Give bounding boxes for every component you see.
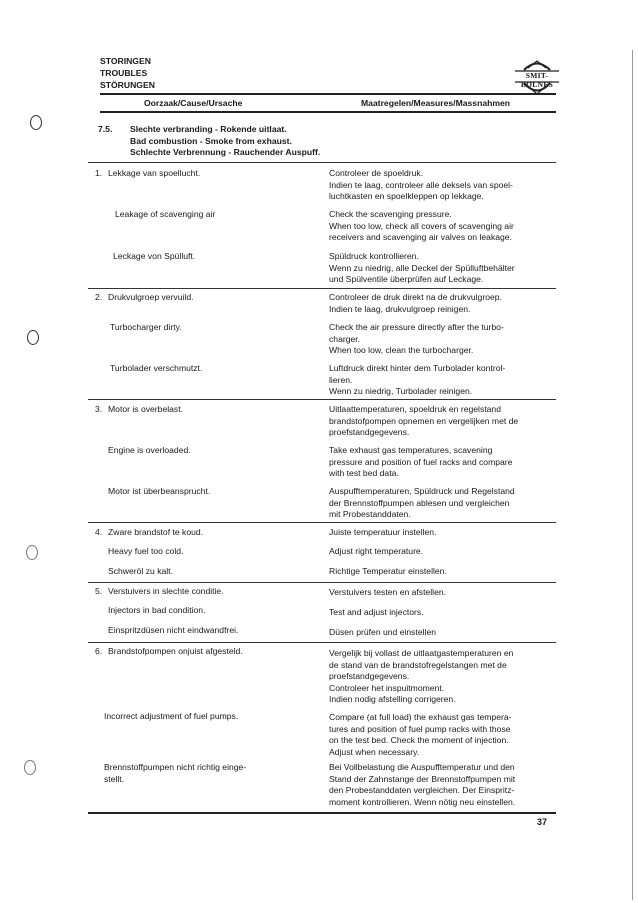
measure-text: Richtige Temperatur einstellen.	[329, 566, 447, 576]
item-separator	[88, 642, 556, 643]
measure-text: Spüldruck kontrollieren. Wenn zu niedrig, alle Deckel der Spülluftbehälter und Spülventile überprüfen auf Leckage.	[329, 251, 515, 285]
header-title-de: STÖRUNGEN	[100, 80, 155, 90]
section-separator	[88, 162, 556, 163]
header-titles	[100, 55, 155, 91]
cause-text: Turbocharger dirty.	[110, 322, 182, 332]
cause-text: Incorrect adjustment of fuel pumps.	[104, 711, 239, 721]
header-title-nl: STORINGEN	[100, 56, 151, 66]
measure-text: Test and adjust injectors.	[329, 607, 424, 617]
cause-text: Leckage von Spülluft.	[113, 251, 196, 261]
cause-text: Lekkage van spoellucht.	[108, 168, 201, 178]
item-number: 3.	[95, 404, 103, 414]
measure-text: Düsen prüfen und einstellen	[329, 627, 437, 637]
section-title-lines	[130, 124, 430, 159]
measure-text: Adjust right temperature.	[329, 546, 424, 556]
cause-text: Injectors in bad condition.	[108, 605, 206, 615]
cause-text: Engine is overloaded.	[108, 445, 191, 455]
measure-text: Controleer de spoeldruk. Indien te laag, controleer alle deksels van spoel- luchtkasten en spoelkleppen op lekkage.	[329, 168, 513, 202]
measure-text: Take exhaust gas temperatures, scavening pressure and position of fuel racks and compare with test bed data.	[329, 445, 513, 479]
item-number: 2.	[95, 292, 103, 302]
cause-text: Leakage of scavenging air	[115, 209, 216, 219]
item-number: 6.	[95, 646, 103, 656]
cause-text: Motor ist überbeansprucht.	[108, 486, 211, 496]
cause-text: Einspritzdüsen nicht eindwandfrei.	[108, 625, 239, 635]
binder-hole-icon	[24, 760, 36, 775]
item-separator	[88, 522, 556, 523]
measure-text: Uitlaattemperaturen, spoeldruk en regelstand brandstofpompen opnemen en vergelijken met de proefstandgegevens.	[329, 404, 519, 438]
column-header-measures: Maatregelen/Measures/Massnahmen	[361, 98, 511, 108]
footer-rule	[88, 812, 556, 814]
measure-text: Auspufftemperaturen, Spüldruck und Regelstand der Brennstoffpumpen ablesen und vergleichen mit Probestanddaten.	[329, 486, 515, 520]
measure-text: Juiste temperatuur instellen.	[329, 527, 437, 537]
cause-text: Heavy fuel too cold.	[108, 546, 184, 556]
cause-text: Zware brandstof te koud.	[108, 527, 204, 537]
measure-text: Verstuivers testen en afstellen.	[329, 587, 447, 597]
header-rule-bottom	[100, 111, 556, 113]
measure-text: Check the air pressure directly after the turbo- charger. When too low, clean the turbocharger.	[329, 322, 504, 356]
item-separator	[88, 288, 556, 289]
section-title-nl: Slechte verbranding - Rokende uitlaat.	[130, 124, 287, 134]
header-title-en: TROUBLES	[100, 68, 148, 78]
section-number: 7.5.	[98, 124, 113, 134]
measure-text: Compare (at full load) the exhaust gas tempera- tures and position of fuel pump racks with those on the test bed. Check the moment of injection. Adjust when necessary.	[329, 712, 512, 757]
cause-text: Turbolader verschmutzt.	[110, 363, 203, 373]
measure-text: Vergelijk bij vollast de uitlaatgastemperaturen en de stand van de brandstofregelstangen met de proefstandgegevens. Controleer het inspuitmoment. Indien nodig afstelling corrigeren.	[329, 648, 514, 705]
cause-text: Drukvulgroep vervuild.	[108, 292, 194, 302]
item-number: 5.	[95, 586, 103, 596]
item-number: 1.	[95, 168, 103, 178]
item-number: 4.	[95, 527, 103, 537]
item-separator	[88, 399, 556, 400]
page-edge	[632, 50, 633, 900]
measure-text: Luftdruck direkt hinter dem Turbolader kontrol- lieren. Wenn zu niedrig, Turbolader reinigen.	[329, 363, 506, 397]
measure-text: Bei Vollbelastung die Auspufftemperatur und den Stand der Zahnstange der Brennstoffpumpen mit den Probestanddaten vergleichen. Der Einspritz- moment kontrollieren. Wenn nötig neu einstellen.	[329, 762, 516, 807]
column-header-cause: Oorzaak/Cause/Ursache	[144, 98, 243, 108]
measure-text: Check the scavenging pressure. When too low, check all covers of scavenging air receivers and scavenging air valves on leakage.	[329, 209, 514, 243]
cause-text: Motor is overbelast.	[108, 404, 183, 414]
section-title-de: Schlechte Verbrennung - Rauchender Auspuff.	[130, 147, 321, 157]
cause-text: Schweröl zu kalt.	[108, 566, 173, 576]
header-rule-top	[100, 93, 556, 95]
binder-hole-icon	[27, 330, 39, 345]
section-title-en: Bad combustion - Smoke from exhaust.	[130, 135, 292, 146]
cause-text: Brandstofpompen onjuist afgesteld.	[108, 646, 243, 656]
logo-text: SMIT-BOLNES	[520, 71, 554, 89]
page-number: 37	[537, 817, 548, 827]
measure-text: Controleer de druk direkt na de drukvulgroep. Indien te laag, drukvulgroep reinigen.	[329, 292, 502, 314]
cause-text: Verstuivers in slechte conditie.	[108, 586, 224, 596]
binder-hole-icon	[30, 115, 42, 130]
binder-hole-icon	[26, 545, 38, 560]
cause-text: Brennstoffpumpen nicht richtig einge- stellt.	[104, 762, 247, 784]
item-separator	[88, 582, 556, 583]
